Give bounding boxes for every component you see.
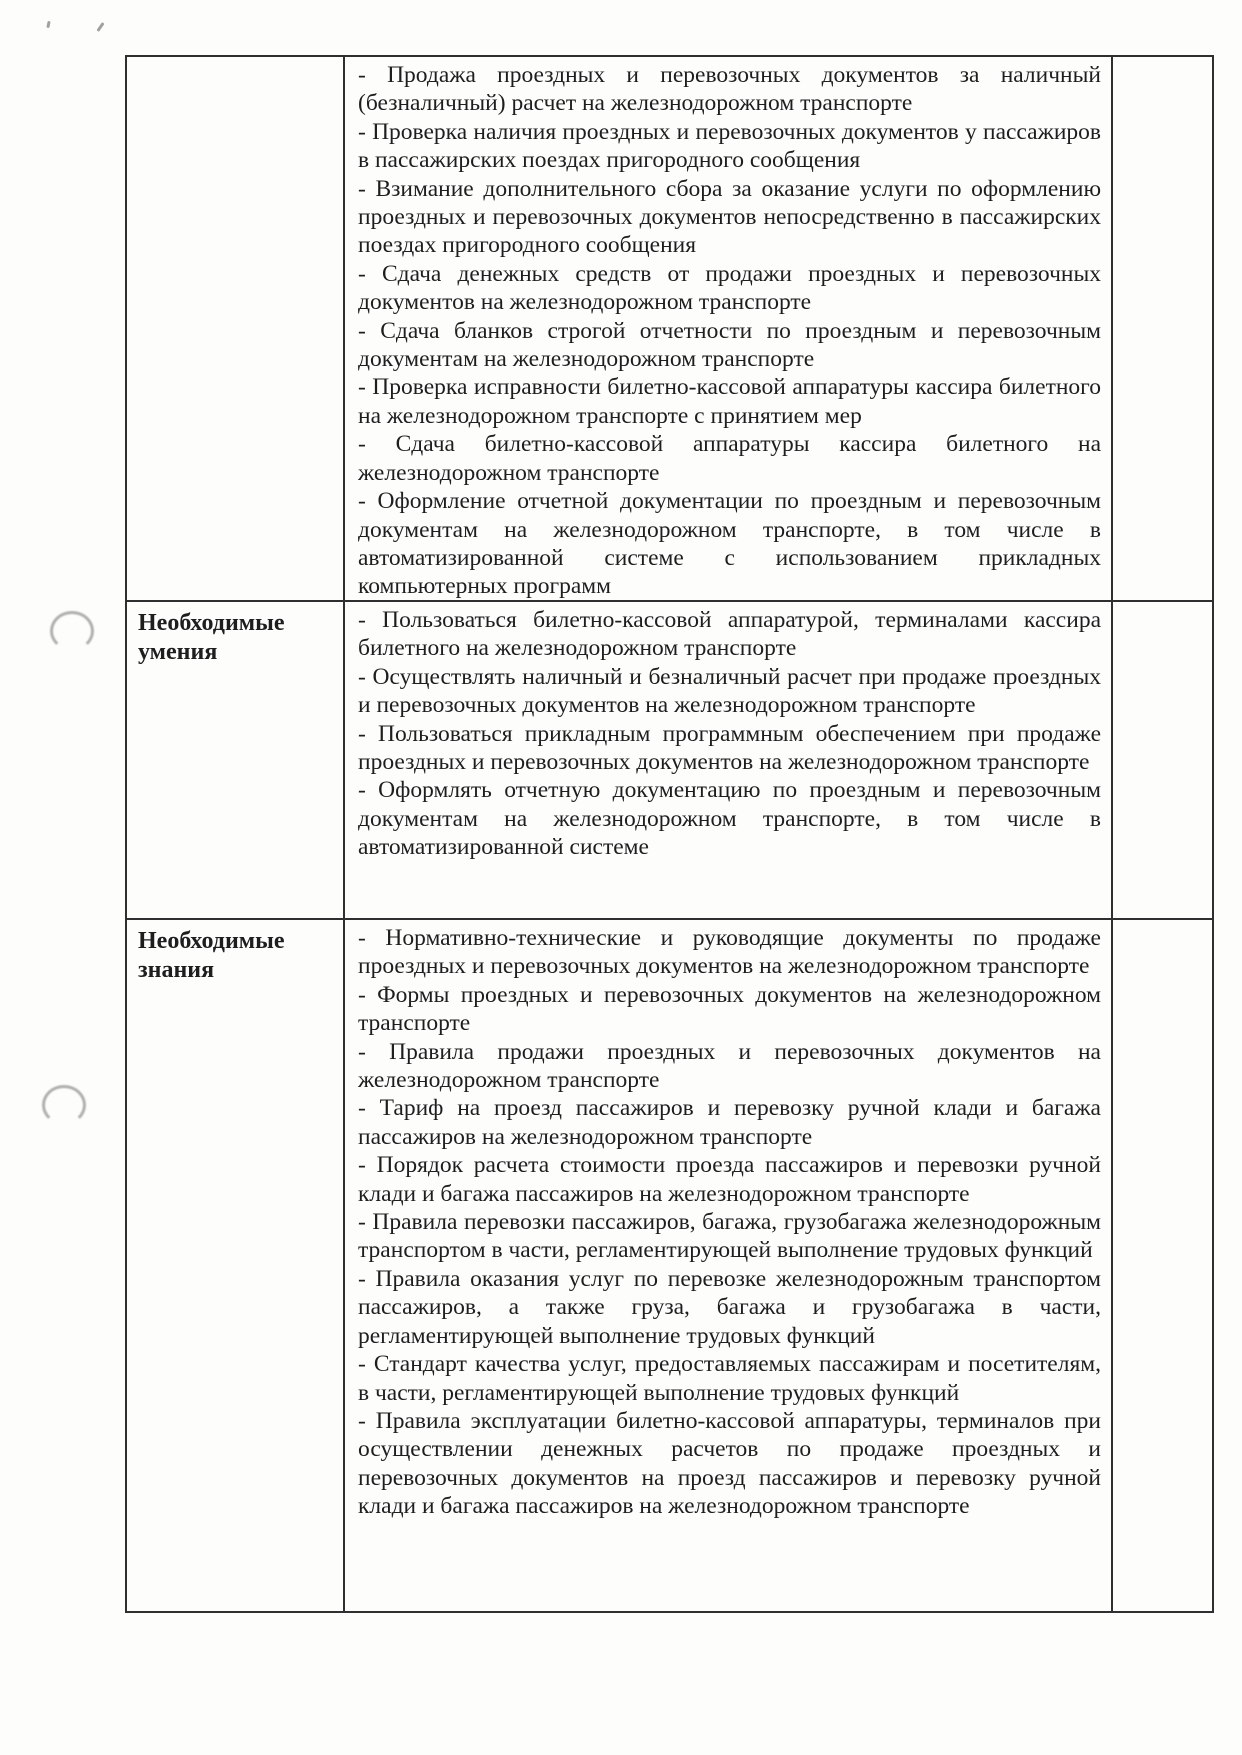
table-row [127, 602, 1212, 920]
empty-cell [1113, 920, 1212, 1611]
empty-cell [1113, 57, 1212, 600]
binder-hole-mark [50, 611, 94, 651]
list-item: - Сдача денежных средств от продажи проездных и перевозочных документов на железнодорожном транспорте [358, 260, 1101, 316]
scan-speck [46, 21, 50, 28]
list-item: - Стандарт качества услуг, предоставляемых пассажирам и посетителям, в части, регламентирующей выполнение трудовых функций [358, 1351, 1101, 1406]
list-item: - Сдача бланков строгой отчетности по проездным и перевозочным документам на железнодорожном транспорте [358, 317, 1101, 373]
binder-hole-mark [42, 1085, 86, 1125]
table-row [127, 57, 1212, 602]
list-item: - Правила перевозки пассажиров, багажа, грузобагажа железнодорожным транспортом в части, регламентирующей выполнение трудовых функций [358, 1209, 1101, 1264]
list-item: - Правила продажи проездных и перевозочных документов на железнодорожном транспорте [358, 1038, 1101, 1094]
row-label: Необходимые умения [127, 602, 345, 918]
list-item: - Пользоваться билетно-кассовой аппаратурой, терминалами кассира билетного на железнодорожном транспорте [358, 607, 1101, 662]
scan-speck [96, 22, 104, 32]
row-content [345, 602, 1113, 918]
table-row [127, 920, 1212, 1611]
requirements-table [125, 55, 1214, 1613]
list-item: - Оформлять отчетную документацию по проездным и перевозочным документам на железнодорожном транспорте, в том числе в автоматизированной системе [358, 777, 1101, 861]
list-item: - Правила оказания услуг по перевозке железнодорожным транспортом пассажиров, а также груза, багажа и грузобагажа в части, регламентирующей выполнение трудовых функций [358, 1265, 1101, 1349]
list-item: - Пользоваться прикладным программным обеспечением при продаже проездных и перевозочных документов на железнодорожном транспорте [358, 720, 1101, 776]
list-item: - Сдача билетно-кассовой аппаратуры кассира билетного на железнодорожном транспорте [358, 431, 1101, 486]
list-item: - Тариф на проезд пассажиров и перевозку ручной клади и багажа пассажиров на железнодорожном транспорте [358, 1095, 1101, 1150]
list-item: - Нормативно-технические и руководящие документы по продаже проездных и перевозочных документов на железнодорожном транспорте [358, 925, 1101, 980]
list-item: - Продажа проездных и перевозочных документов за наличный (безналичный) расчет на железнодорожном транспорте [358, 62, 1101, 117]
list-item: - Проверка исправности билетно-кассовой аппаратуры кассира билетного на железнодорожном транспорте с принятием мер [358, 374, 1101, 429]
list-item: - Правила эксплуатации билетно-кассовой аппаратуры, терминалов при осуществлении денежных расчетов по продаже проездных и перевозочных документов на проезд пассажиров и перевозку ручной клади и багажа пассажиров на железнодорожном транспорте [358, 1407, 1101, 1520]
row-content [345, 57, 1113, 600]
row-label [127, 57, 345, 600]
list-item: - Проверка наличия проездных и перевозочных документов у пассажиров в пассажирских поездах пригородного сообщения [358, 118, 1101, 174]
list-item: - Осуществлять наличный и безналичный расчет при продаже проездных и перевозочных документов на железнодорожном транспорте [358, 663, 1101, 719]
row-content [345, 920, 1113, 1611]
row-label: Необходимые знания [127, 920, 345, 1611]
list-item: - Оформление отчетной документации по проездным и перевозочным документам на железнодорожном транспорте, в том числе в автоматизированной системе с использованием прикладных компьютерных программ [358, 488, 1101, 600]
empty-cell [1113, 602, 1212, 918]
list-item: - Формы проездных и перевозочных документов на железнодорожном транспорте [358, 981, 1101, 1037]
list-item: - Взимание дополнительного сбора за оказание услуги по оформлению проездных и перевозочных документов непосредственно в пассажирских поездах пригородного сообщения [358, 175, 1101, 259]
list-item: - Порядок расчета стоимости проезда пассажиров и перевозки ручной клади и багажа пассажиров на железнодорожном транспорте [358, 1152, 1101, 1207]
